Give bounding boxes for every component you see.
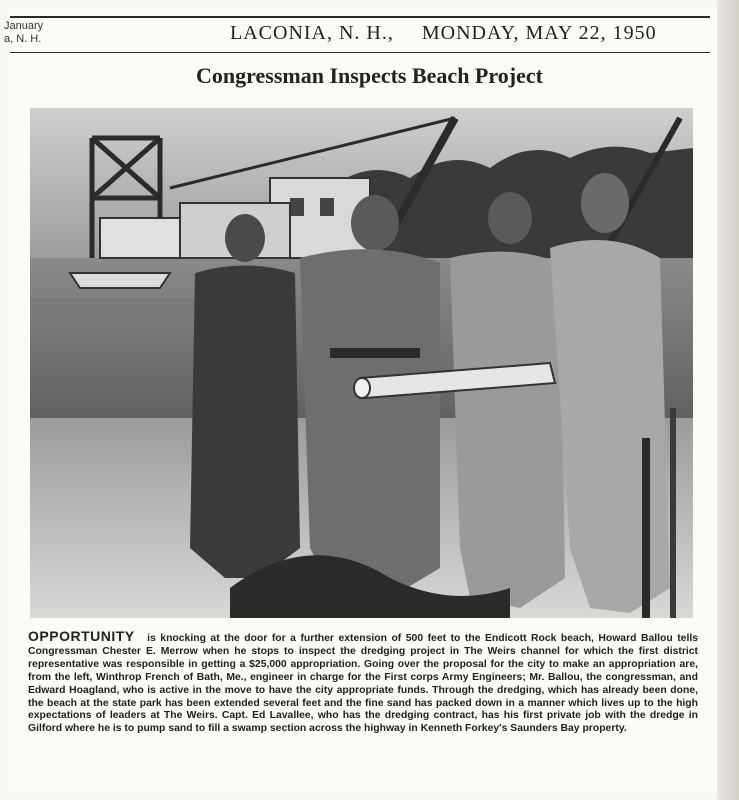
news-photo [30,108,693,618]
masthead-fragment-line-1: January [4,20,44,32]
dateline-city: LACONIA, N. H., [230,22,394,44]
adjacent-page-edge [717,0,739,800]
caption-lead-word: OPPORTUNITY [28,628,135,644]
masthead-fragment [4,20,43,46]
header-rule-top [10,16,710,18]
header-rule-bottom [10,52,710,53]
masthead-fragment-line-2: a, N. H. [4,33,42,45]
dateline [230,22,657,45]
dateline-date: MONDAY, MAY 22, 1950 [421,22,657,44]
photo-caption [28,630,698,736]
caption-body: is knocking at the door for a further extension of 500 feet to the Endicott Rock beach, Howard Ballou tells Congressman Chester E. Merrow when he stops to inspect the dredging project in The Weirs channel for which the first district representative was responsible in getting a $25,000 appropriation. Going over the proposal for the city to make an appropriation are, from the left, Winthrop French of Bath, Me., engineer in charge for the First corps Army Engineers; Mr. Ballou, the congressman, and Edward Hoagland, who is active in the move to have the city appropriate funds. Through the dredging, which has already been done, the beach at the state park has been extended several feet and the fine sand has packed down in a manner which lives up to the high expectations of leaders at The Weirs. Capt. Ed Lavallee, who has the dredging contract, has his first private job with the dredge in Gilford where he is to pump sand to fill a swamp section across the highway in Kenneth Forkey's Saunders Bay property. [28,633,698,735]
photo-illustration [30,108,693,618]
article-headline: Congressman Inspects Beach Project [196,63,543,88]
